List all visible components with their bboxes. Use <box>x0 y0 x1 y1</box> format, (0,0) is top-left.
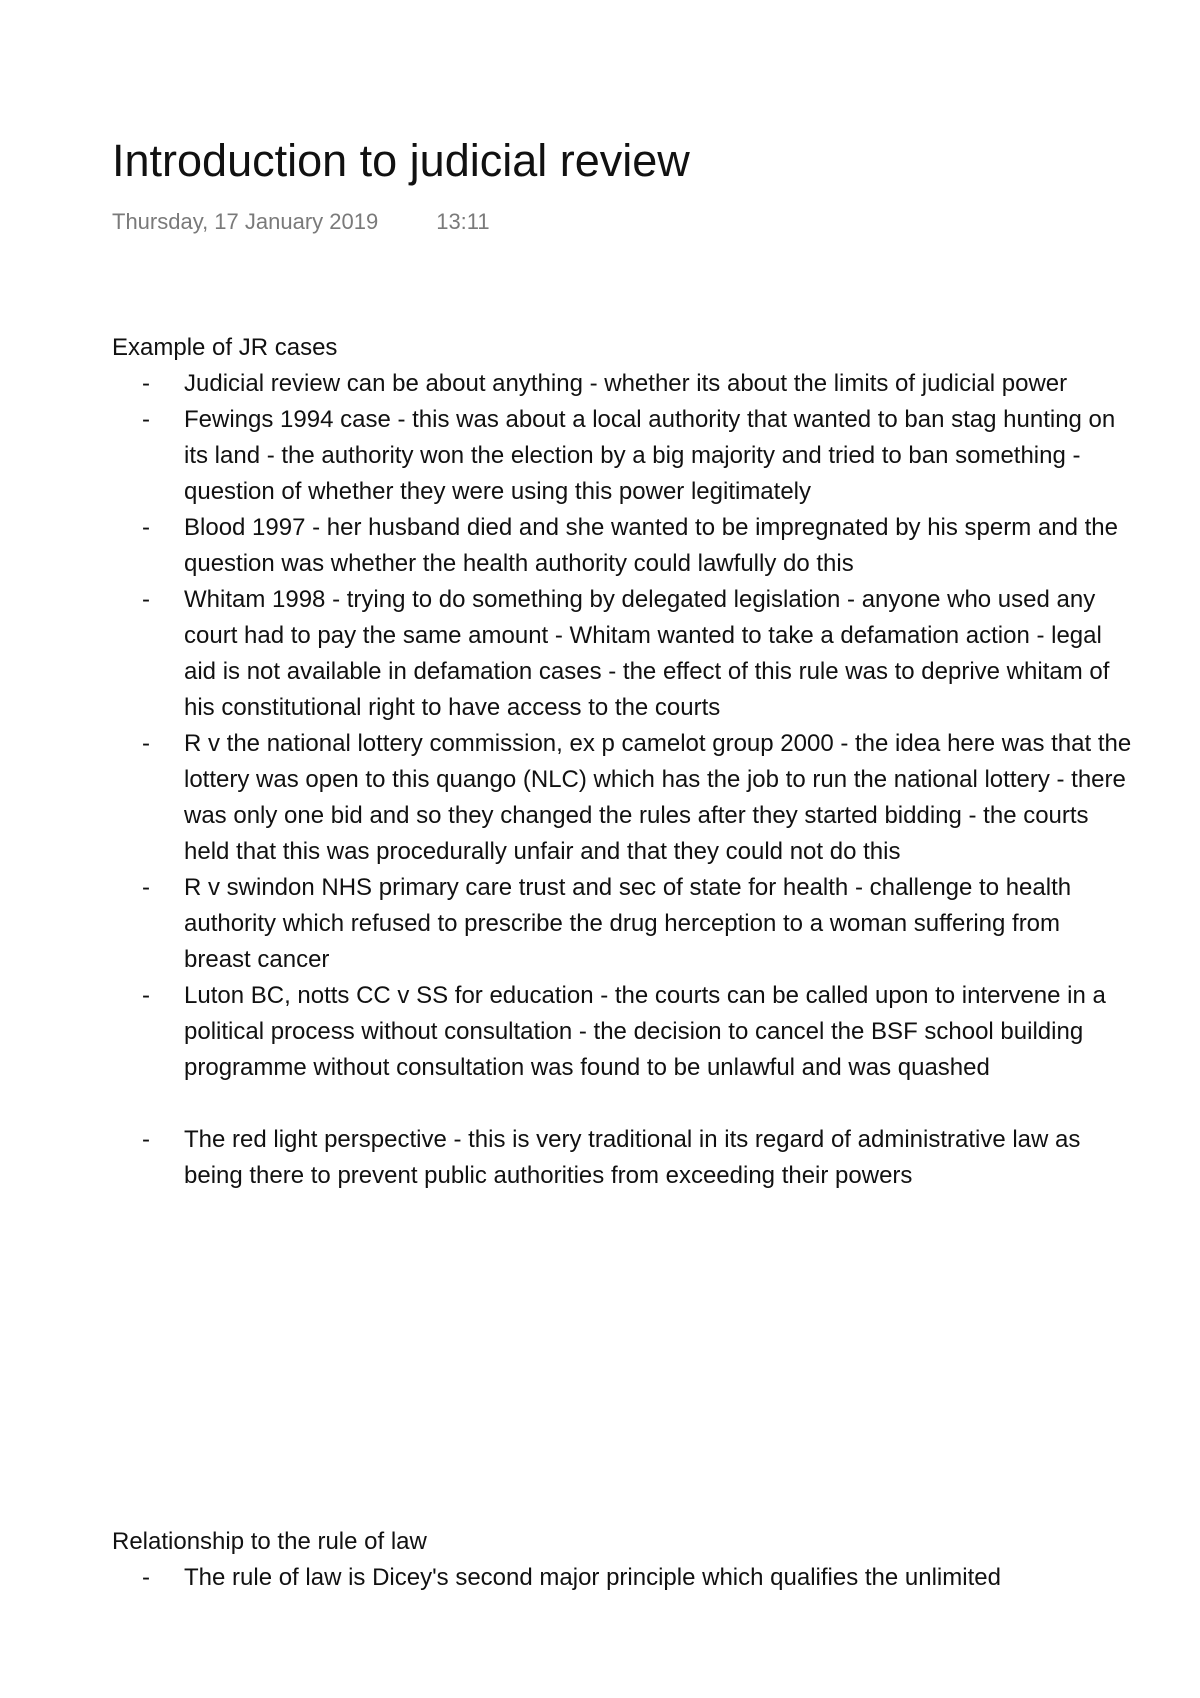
jr-cases-list <box>112 366 1132 1194</box>
bullet-dash: - <box>142 514 150 541</box>
list-item <box>112 366 1132 402</box>
list-item-text: Whitam 1998 - trying to do something by delegated legislation - anyone who used any court had to pay the same amount - Whitam wanted to take a defamation action - legal aid is not available in defamation cases - the effect of this rule was to deprive whitam of his constitutional right to have access to the courts <box>184 586 1110 721</box>
list-item-text: Judicial review can be about anything - whether its about the limits of judicial power <box>184 370 1068 397</box>
bullet-dash: - <box>142 874 150 901</box>
bullet-dash: - <box>142 406 150 433</box>
list-item-text: The red light perspective - this is very traditional in its regard of administrative law as being there to prevent public authorities from exceeding their powers <box>184 1126 1081 1189</box>
list-item <box>112 402 1132 510</box>
bullet-dash: - <box>142 982 150 1009</box>
list-item-text: R v the national lottery commission, ex p camelot group 2000 - the idea here was that the lottery was open to this quango (NLC) which has the job to run the national lottery - there was only one bid and so they changed the rules after they started bidding - the courts held that this was procedurally unfair and that they could not do this <box>184 730 1132 865</box>
list-item <box>112 1560 1132 1596</box>
list-item <box>112 582 1132 726</box>
bullet-dash: - <box>142 1564 150 1591</box>
list-item <box>112 726 1132 870</box>
list-item <box>112 870 1132 978</box>
note-time: 13:11 <box>436 209 490 234</box>
note-date: Thursday, 17 January 2019 <box>112 209 379 234</box>
list-item <box>112 978 1132 1086</box>
section-heading-jr-cases: Example of JR cases <box>112 334 338 361</box>
section-heading-rule-of-law: Relationship to the rule of law <box>112 1528 427 1555</box>
page-title: Introduction to judicial review <box>112 135 690 186</box>
bullet-dash: - <box>142 370 150 397</box>
list-item <box>112 510 1132 582</box>
list-item-text: The rule of law is Dicey's second major principle which qualifies the unlimited <box>184 1564 1001 1591</box>
list-item <box>112 1122 1132 1194</box>
rule-of-law-list <box>112 1560 1132 1596</box>
bullet-dash: - <box>142 586 150 613</box>
list-item-text: Fewings 1994 case - this was about a local authority that wanted to ban stag hunting on its land - the authority won the election by a big majority and tried to ban something - question of whether they were using this power legitimately <box>184 406 1116 505</box>
list-item-text: Luton BC, notts CC v SS for education - the courts can be called upon to intervene in a political process without consultation - the decision to cancel the BSF school building programme without consultation was found to be unlawful and was quashed <box>184 982 1106 1081</box>
list-item-text: Blood 1997 - her husband died and she wanted to be impregnated by his sperm and the question was whether the health authority could lawfully do this <box>184 514 1118 577</box>
bullet-dash: - <box>142 1126 150 1153</box>
list-item-text: R v swindon NHS primary care trust and sec of state for health - challenge to health authority which refused to prescribe the drug herception to a woman suffering from breast cancer <box>184 874 1072 973</box>
bullet-dash: - <box>142 730 150 757</box>
note-timestamp <box>112 206 490 238</box>
